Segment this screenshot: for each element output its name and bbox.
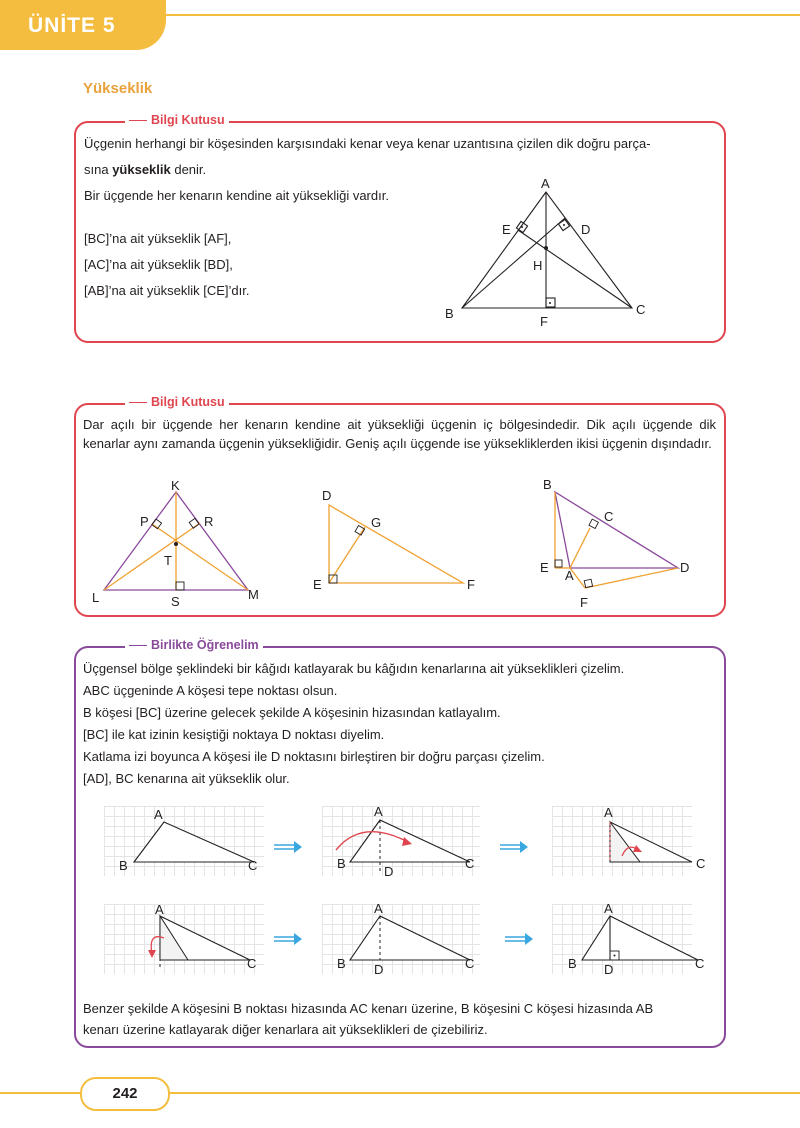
right-triangle-figure: [305, 485, 485, 595]
label-b: B: [119, 858, 128, 873]
label-c: C: [604, 509, 614, 524]
arrow-2: [500, 840, 530, 854]
label-d: D: [322, 488, 332, 503]
label-d: D: [581, 222, 591, 237]
box1-line2: [84, 157, 206, 183]
label-c: C: [247, 956, 257, 971]
box3-footer-1: Benzer şekilde A köşesini B noktası hizasında AC kenarı üzerine, B köşesini C köşesi hizasında AB: [83, 1001, 654, 1016]
label-b: B: [337, 856, 346, 871]
label-c: C: [636, 302, 646, 317]
fold-step-4-drawing: [104, 898, 274, 978]
box3-line-6: [AD], BC kenarına ait yükseklik olur.: [83, 771, 290, 786]
box1-line4: [BC]’na ait yükseklik [AF],: [84, 231, 232, 246]
label-a: A: [565, 568, 574, 583]
altitude-lr: [104, 523, 200, 590]
dot: [521, 226, 523, 228]
label-b: B: [445, 306, 454, 321]
page-number-pill: [80, 1077, 170, 1111]
box3-line-5: Katlama izi boyunca A köşesi ile D noktasını birleştiren bir doğru parçası çizelim.: [83, 749, 545, 764]
label-g: G: [371, 515, 382, 530]
paper-triangle: [350, 820, 470, 862]
unit-tab: [0, 0, 166, 50]
right-angle-s: [176, 582, 184, 590]
line2-pre: sına: [84, 162, 113, 177]
label-a: A: [154, 807, 163, 822]
label-a: A: [374, 804, 383, 819]
dot: [614, 955, 616, 957]
right-angle-e: [555, 560, 562, 567]
box1-line3: Bir üçgende her kenarın kendine ait yüksekliği vardır.: [84, 188, 389, 203]
label-c: C: [248, 858, 258, 873]
label-a: A: [604, 901, 613, 916]
label-c: C: [696, 856, 706, 871]
label-dash: [129, 120, 147, 121]
label-b: B: [568, 956, 577, 971]
label-k: K: [171, 478, 180, 493]
altitude-df: [585, 568, 678, 588]
label-f: F: [467, 577, 475, 592]
info-box-2-label: [125, 395, 229, 409]
altitude-bd: [462, 218, 565, 308]
fold-step-6-drawing: [552, 898, 722, 980]
label-text: Bilgi Kutusu: [151, 395, 225, 409]
label-dash: [129, 402, 147, 403]
dot: [549, 302, 551, 304]
label-b: B: [543, 477, 552, 492]
box3-line-2: ABC üçgeninde A köşesi tepe noktası olsun.: [83, 683, 338, 698]
label-e: E: [502, 222, 511, 237]
label-a: A: [374, 901, 383, 916]
unfold-arrow-head: [148, 950, 156, 958]
triangle-abd: [555, 492, 678, 568]
acute-triangle-figure: [88, 478, 278, 610]
arrow-3: [274, 932, 304, 946]
box3-line-4: [BC] ile kat izinin kesiştiği noktaya D noktası diyelim.: [83, 727, 385, 742]
label-f: F: [540, 314, 548, 329]
box2-text: Dar açılı bir üçgende her kenarın kendine ait yüksekliği üçgenin iç bölgesindedir. Dik açılı üçgende dik kenarlar aynı zamanda üçgenin yüksekliğidir. Geniş açılı üçgende ise yüksekliklerden ikisi üçgenin dışındadır.: [83, 417, 716, 451]
page-number: 242: [112, 1085, 138, 1102]
triangle-with-altitude: [582, 916, 698, 960]
box1-line5: [AC]’na ait yükseklik [BD],: [84, 257, 233, 272]
label-h: H: [533, 258, 543, 273]
label-d: D: [680, 560, 690, 575]
label-dash: [129, 645, 147, 646]
label-e: E: [313, 577, 322, 592]
label-c: C: [695, 956, 705, 971]
box3-line-1: Üçgensel bölge şeklindeki bir kâğıdı katlayarak bu kâğıdın kenarlarına ait yükseklikleri çizelim.: [83, 661, 625, 676]
arrow-1: [274, 840, 304, 854]
label-c: C: [465, 956, 475, 971]
label-text: Bilgi Kutusu: [151, 113, 225, 127]
label-l: L: [92, 590, 100, 605]
label-f: F: [580, 595, 588, 610]
label-s: S: [171, 594, 180, 609]
orthocenter-point: [544, 246, 548, 250]
paper-triangle: [350, 916, 470, 960]
triangle-def: [329, 505, 463, 583]
line2-post: denir.: [170, 162, 207, 177]
right-angle-f: [584, 579, 592, 587]
box1-line1: Üçgenin herhangi bir köşesinden karşısındaki kenar veya kenar uzantısına çizilen dik doğru parça-: [84, 136, 651, 151]
label-d: D: [374, 962, 384, 977]
label-a: A: [155, 902, 164, 917]
fold-step-5-drawing: [322, 898, 492, 980]
label-text: Birlikte Öğrenelim: [151, 638, 259, 652]
label-a: A: [604, 805, 613, 820]
box3-line-3: B köşesi [BC] üzerine gelecek şekilde A köşesinin hizasından katlayalım.: [83, 705, 501, 720]
fold-step-2-drawing: [322, 800, 492, 882]
paper-triangle: [134, 822, 254, 862]
label-d: D: [384, 864, 394, 879]
right-angle-c: [589, 519, 598, 528]
label-m: M: [248, 587, 259, 602]
label-e: E: [540, 560, 549, 575]
info-box-1-label: [125, 113, 229, 127]
obtuse-triangle-figure: [530, 476, 700, 610]
arrow-4: [505, 932, 535, 946]
section-title: Yükseklik: [83, 80, 153, 97]
dot: [563, 224, 565, 226]
line2-bold: yükseklik: [112, 162, 171, 177]
label-b: B: [337, 956, 346, 971]
label-a: A: [541, 176, 550, 191]
label-c: C: [465, 856, 475, 871]
label-p: P: [140, 514, 149, 529]
altitude-ac: [570, 528, 590, 568]
unit-title: ÜNİTE 5: [28, 14, 116, 37]
triangle-abc-figure: [440, 172, 660, 332]
box1-line6: [AB]’na ait yükseklik [CE]’dır.: [84, 283, 250, 298]
box3-footer-2: kenarı üzerine katlayarak diğer kenarlara ait yükseklikleri de çizebiliriz.: [83, 1022, 488, 1037]
fold-step-3-drawing: [552, 800, 712, 880]
label-t: T: [164, 553, 172, 568]
learn-together-label: [125, 638, 263, 652]
orthocenter-t: [174, 542, 178, 546]
label-r: R: [204, 514, 214, 529]
label-d: D: [604, 962, 614, 977]
fold-step-1-drawing: [104, 800, 274, 880]
